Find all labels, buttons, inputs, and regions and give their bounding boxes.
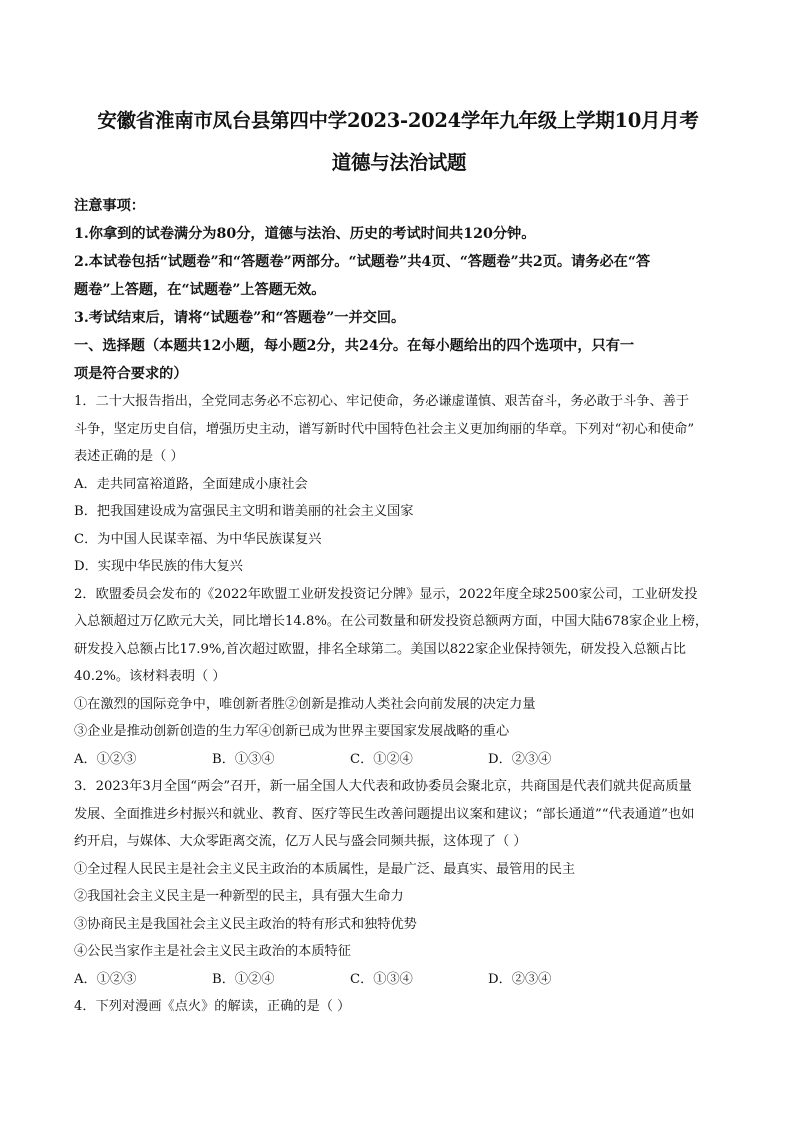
notes-item: 3.考试结束后，请将“试题卷”和“答题卷”一并交回。 [74, 310, 406, 326]
statement: ①在激烈的国际竞争中，唯创新者胜②创新是推动人类社会向前发展的决定力量 [74, 696, 536, 712]
option-b: B．①②④ [212, 971, 275, 987]
option-c: C．①③④ [350, 971, 413, 987]
option-a: A．走共同富裕道路，全面建成小康社会 [74, 476, 308, 492]
section-heading [74, 332, 724, 388]
section-heading-line: 项是符合要求的） [74, 366, 188, 382]
question-text: 表述正确的是（ ） [74, 449, 184, 464]
option-a: A．①②③ [74, 971, 137, 987]
question-text: 斗争，坚定历史自信，增强历史主动，谱写新时代中国特色社会主义更加绚丽的华章。下列对“初心和使命” [74, 421, 695, 437]
question-text: 40.2%。该材料表明（ ） [74, 669, 226, 684]
notes-item: 2.本试卷包括“试题卷”和“答题卷”两部分。“试题卷”共4页、“答题卷”共2页。请务必在“答 [74, 254, 651, 270]
notes-section [74, 192, 724, 332]
question-text: 发展、全面推进乡村振兴和就业、教育、医疗等民生改善问题提出议案和建议；“部长通道”“代表通道”也如 [74, 806, 695, 822]
question-text: 3．2023年3月全国“两会”召开，新一届全国人大代表和政协委员会聚北京，共商国是代表们就共促高质量 [74, 779, 692, 794]
option-b: B．把我国建设成为富强民主文明和谐美丽的社会主义国家 [74, 504, 414, 519]
option-d: D．②③④ [488, 971, 552, 987]
options-row [74, 746, 724, 774]
notes-heading: 注意事项： [74, 198, 145, 214]
option-a: A．①②③ [74, 751, 137, 767]
option-c: C．为中国人民谋幸福、为中华民族谋复兴 [74, 531, 322, 547]
question-text: 2．欧盟委员会发布的《2022年欧盟工业研发投资记分牌》显示，2022年度全球2500家公司，工业研发投 [74, 586, 698, 602]
option-d: D．实现中华民族的伟大复兴 [74, 559, 243, 574]
options-row [74, 966, 724, 994]
question-text: 入总额超过万亿欧元大关，同比增长14.8%。在公司数量和研发投资总额两方面，中国大陆678家企业上榜， [74, 614, 709, 629]
question-2 [74, 581, 724, 774]
statement: ④公民当家作主是社会主义民主政治的本质特征 [74, 944, 351, 959]
notes-item: 题卷”上答题，在“试题卷”上答题无效。 [74, 282, 326, 298]
question-1 [74, 388, 724, 581]
section-heading-line: 一、选择题（本题共12小题，每小题2分，共24分。在每小题给出的四个选项中，只有一 [74, 338, 635, 354]
statement: ③企业是推动创新创造的生力军④创新已成为世界主要国家发展战略的重心 [74, 724, 510, 739]
notes-item: 1.你拿到的试卷满分为80分，道德与法治、历史的考试时间共120分钟。 [74, 226, 536, 242]
option-b: B．①③④ [212, 751, 275, 767]
question-text: 4．下列对漫画《点火》的解读，正确的是（ ） [74, 999, 351, 1014]
question-text: 研发投入总额占比17.9%,首次超过欧盟，排名全球第二。美国以822家企业保持领先，研发投入总额占比 [74, 641, 686, 657]
statement: ①全过程人民民主是社会主义民主政治的本质属性，是最广泛、最真实、最管用的民主 [74, 861, 576, 877]
exam-page [74, 100, 724, 1021]
option-d: D．②③④ [488, 751, 552, 767]
statement: ②我国社会主义民主是一种新型的民主，具有强大生命力 [74, 889, 404, 904]
page-subtitle: 道德与法治试题 [331, 151, 467, 174]
question-text: 约开启，与媒体、大众零距离交流，亿万人民与盛会同频共振，这体现了（ ） [74, 834, 527, 849]
page-title: 安徽省淮南市凤台县第四中学2023-2024学年九年级上学期10月月考 [97, 109, 699, 132]
option-c: C．①②④ [350, 751, 413, 767]
question-text: 1．二十大报告指出，全党同志务必不忘初心、牢记使命，务必谦虚谨慎、艰苦奋斗，务必敢于斗争、善于 [74, 394, 690, 409]
question-4 [74, 993, 724, 1021]
statement: ③协商民主是我国社会主义民主政治的特有形式和独特优势 [74, 916, 417, 932]
question-3 [74, 773, 724, 993]
